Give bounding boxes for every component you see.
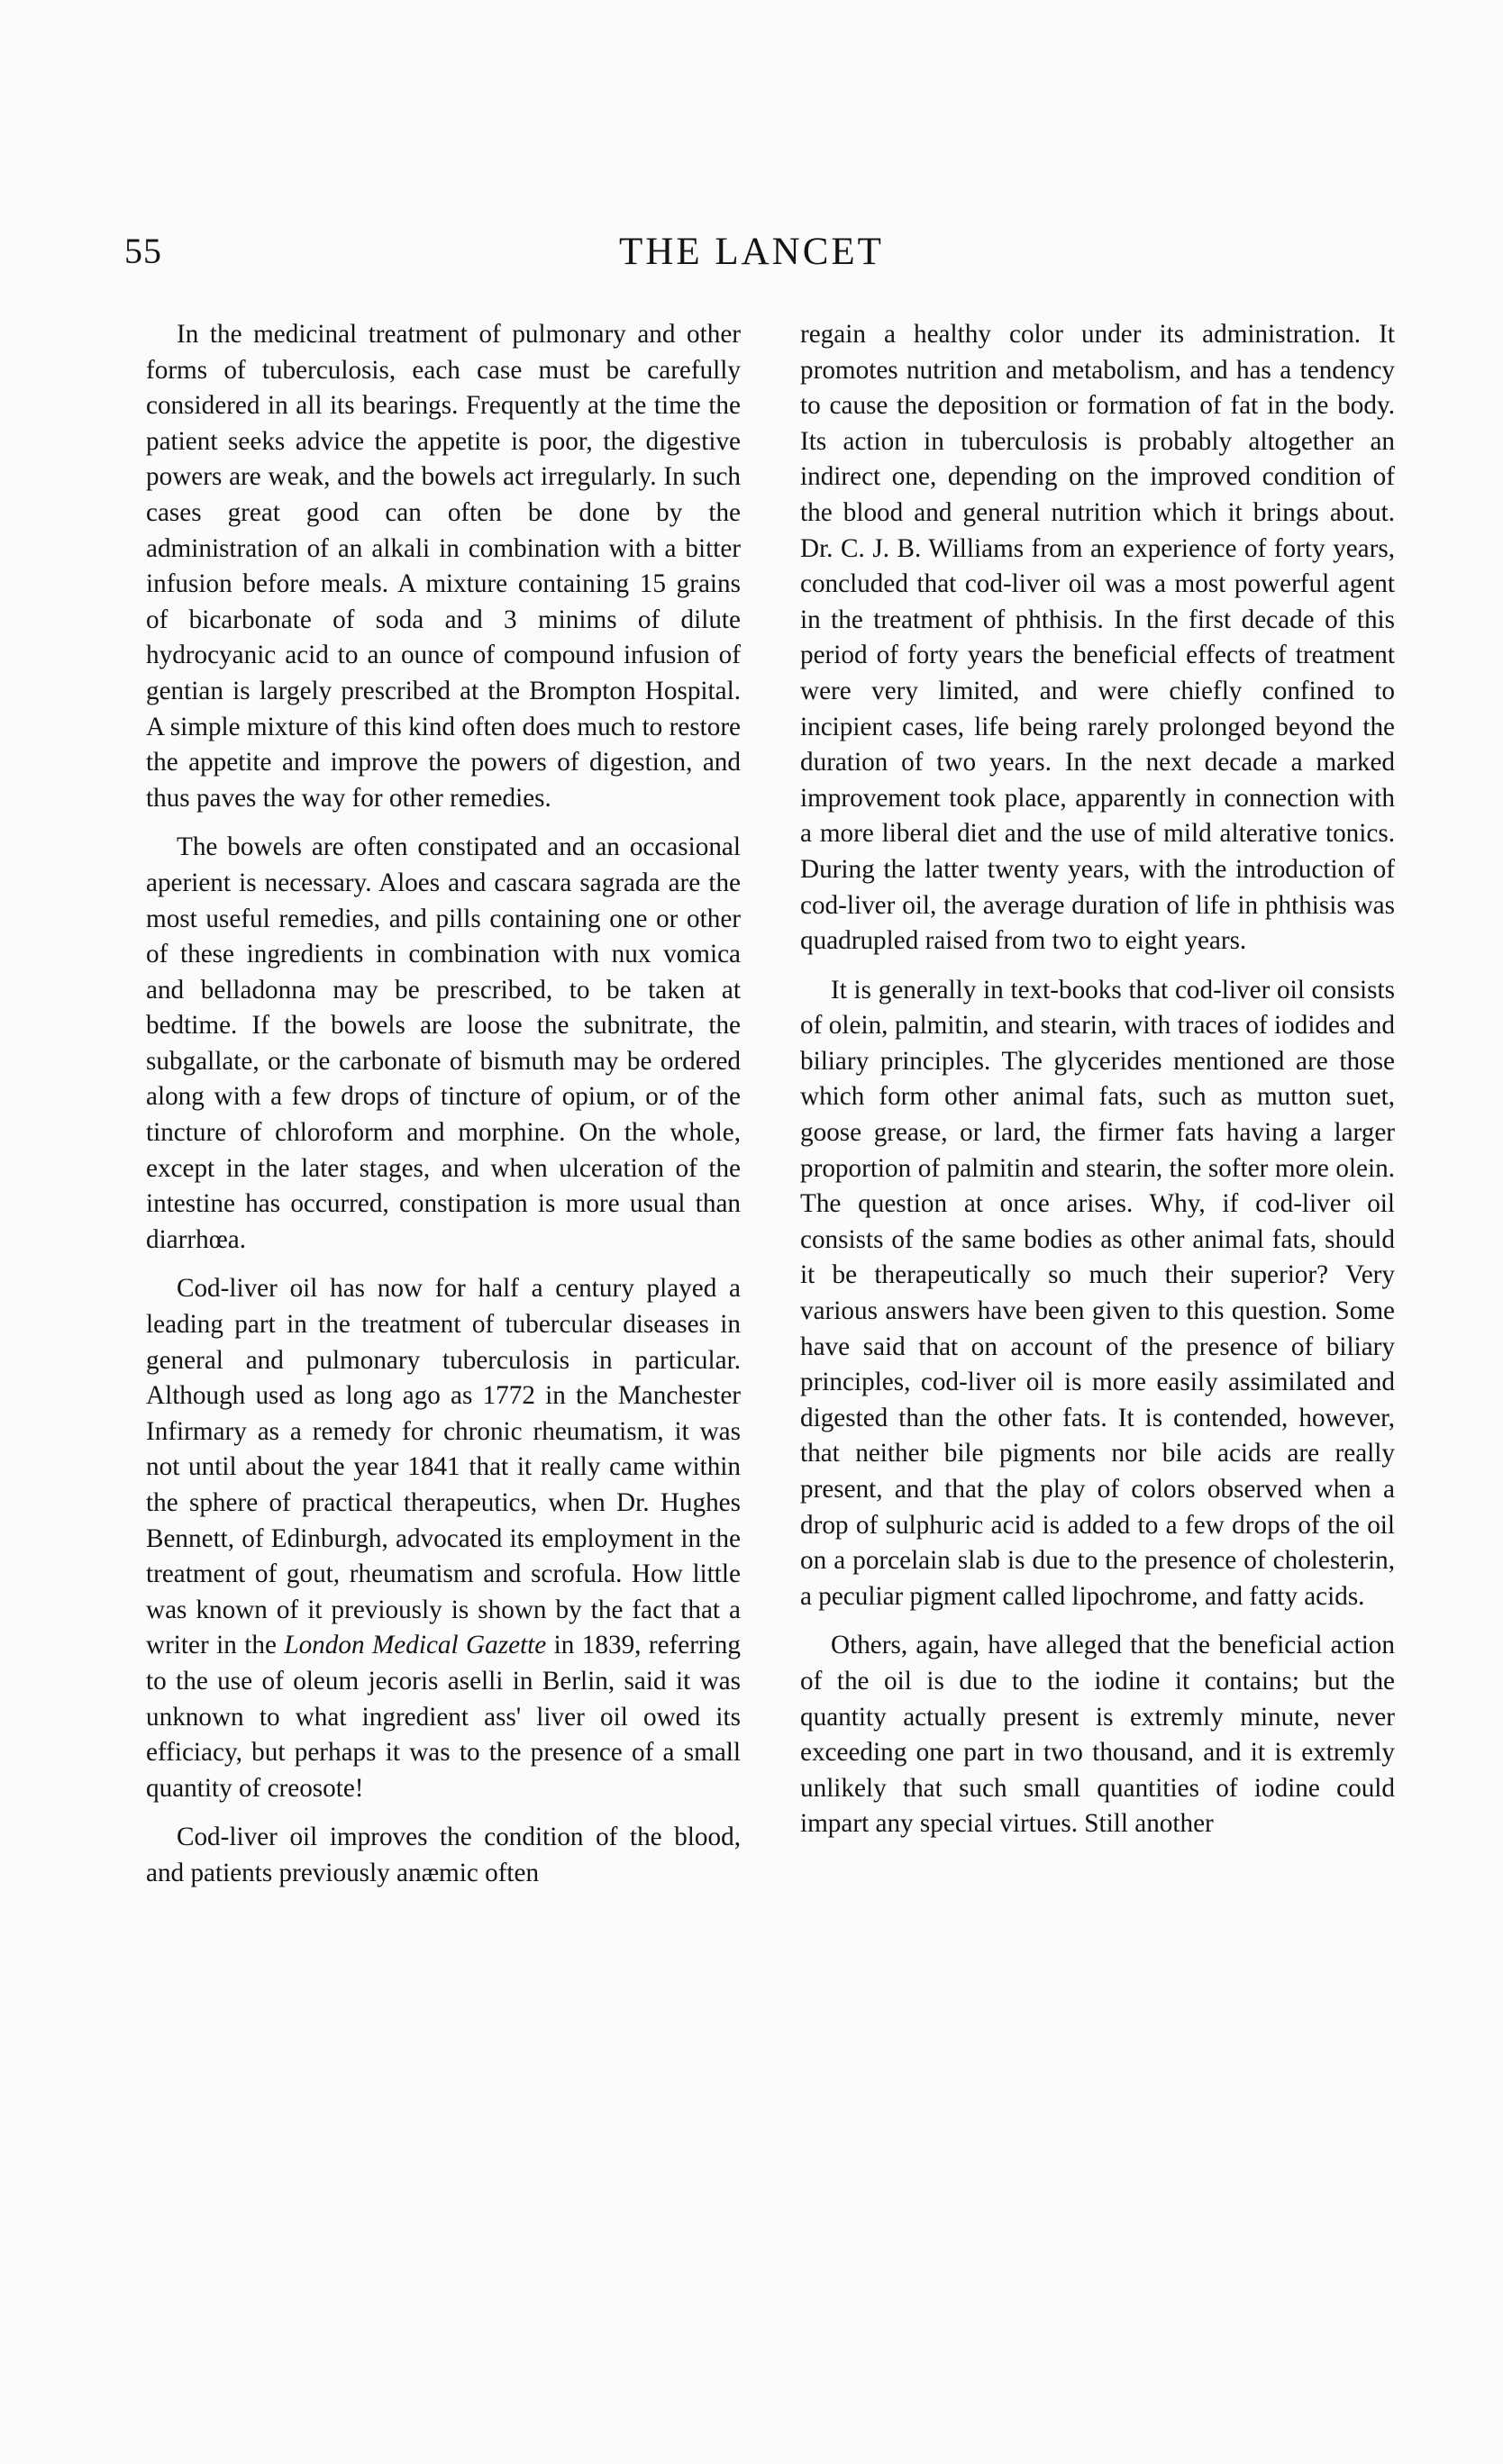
left-column bbox=[146, 317, 741, 1905]
paragraph: It is generally in text-books that cod-liver oil consists of olein, palmitin, and stearin, with traces of iodides and biliary principles. The glycerides mentioned are those which form other animal fats, such as mutton suet, goose grease, or lard, the firmer fats having a larger proportion of palmitin and stearin, the softer more olein. The question at once arises. Why, if cod-liver oil consists of the same bodies as other animal fats, should it be therapeutically so much their superior? Very various answers have been given to this question. Some have said that on account of the presence of biliary principles, cod-liver oil is more easily assimilated and digested than the other fats. It is contended, however, that neither bile pigments nor bile acids are really present, and that the play of colors observed when a drop of sulphuric acid is added to a few drops of the oil on a porcelain slab is due to the presence of cholesterin, a peculiar pigment called lipochrome, and fatty acids. bbox=[800, 975, 1395, 1611]
paragraph: Cod-liver oil improves the condition of the blood, and patients previously anæmic often bbox=[146, 1823, 741, 1887]
page-number: 55 bbox=[124, 231, 162, 271]
paragraph-text: in 1839, referring to the use of oleum jecoris aselli in Berlin, said it was unknown to what ingredient ass' liver oil owed its efficiacy, but perhaps it was to the presence of a small quantity of creosote! bbox=[146, 1631, 741, 1803]
paragraph: The bowels are often constipated and an occasional aperient is necessary. Aloes and cascara sagrada are the most useful remedies, and pills containing one or other of these ingredients in combination with nux vomica and belladonna may be prescribed, to be taken at bedtime. If the bowels are loose the subnitrate, the subgallate, or the carbonate of bismuth may be ordered along with a few drops of tincture of opium, or of the tincture of chloroform and morphine. On the whole, except in the later stages, and when ulceration of the intestine has occurred, constipation is more usual than diarrhœa. bbox=[146, 832, 741, 1254]
journal-title: London Medical Gazette bbox=[284, 1631, 547, 1660]
paragraph: Others, again, have alleged that the beneficial action of the oil is due to the iodine it contains; but the quantity actually present is extremly minute, never exceeding one part in two thousand, and it is extremly unlikely that such small quantities of iodine could impart any special virtues. Still another bbox=[800, 1631, 1395, 1839]
page-header bbox=[0, 230, 1503, 284]
paragraph-continued: regain a healthy color under its administration. It promotes nutrition and metabolism, and has a tendency to cause the deposition or formation of fat in the body. Its action in tuberculosis is probably altogether an indirect one, depending on the improved condition of the blood and general nutrition which it brings about. Dr. C. J. B. Williams from an experience of forty years, concluded that cod-liver oil was a most powerful agent in the treatment of phthisis. In the first decade of this period of forty years the beneficial effects of treatment were very limited, and were chiefly confined to incipient cases, life being rarely prolonged beyond the duration of two years. In the next decade a marked improvement took place, apparently in connection with a more liberal diet and the use of mild alterative tonics. During the latter twenty years, with the introduction of cod-liver oil, the average duration of life in phthisis was quadrupled raised from two to eight years. bbox=[800, 320, 1395, 956]
right-column bbox=[800, 317, 1395, 1856]
paragraph: In the medicinal treatment of pulmonary and other forms of tuberculosis, each case must be carefully considered in all its bearings. Frequently at the time the patient seeks advice the appetite is poor, the digestive powers are weak, and the bowels act irregularly. In such cases great good can often be done by the administration of an alkali in combination with a bitter infusion before meals. A mixture containing 15 grains of bicarbonate of soda and 3 minims of dilute hydrocyanic acid to an ounce of compound infusion of gentian is largely prescribed at the Brompton Hospital. A simple mixture of this kind often does much to restore the appetite and improve the powers of digestion, and thus paves the way for other remedies. bbox=[146, 320, 741, 813]
paragraph-text: Cod-liver oil has now for half a century played a leading part in the treatment of tubercular diseases in general and pulmonary tuberculosis in particular. Although used as long ago as 1772 in the Manchester Infirmary as a remedy for chronic rheumatism, it was not until about the year 1841 that it really came within the sphere of practical therapeutics, when Dr. Hughes Bennett, of Edinburgh, advocated its employment in the treatment of gout, rheumatism and scrofula. How little was known of it previously is shown by the fact that a writer in the bbox=[146, 1274, 741, 1660]
running-title: THE LANCET bbox=[619, 231, 884, 273]
paragraph bbox=[146, 1271, 741, 1806]
